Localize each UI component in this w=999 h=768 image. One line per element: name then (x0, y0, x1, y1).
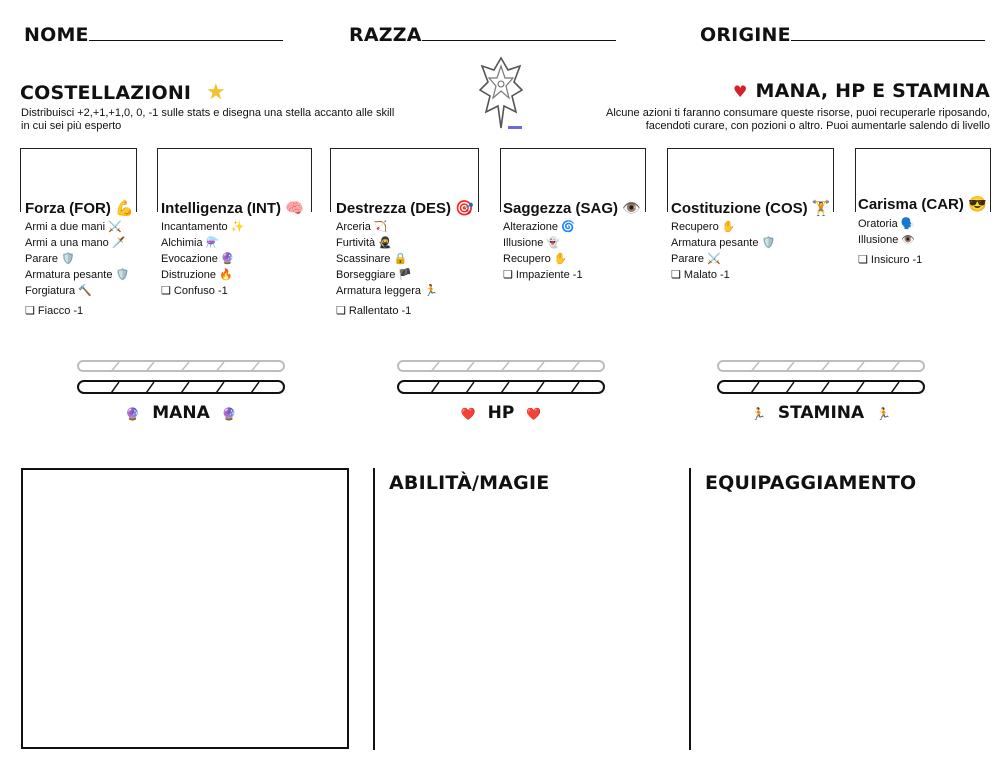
condition-checkbox[interactable]: ❏ Malato -1 (671, 269, 730, 281)
nome-line[interactable] (89, 40, 283, 41)
dragon-emblem-icon (478, 56, 524, 132)
skill-item: Armi a due mani ⚔️ (25, 221, 122, 233)
skill-item: Recupero ✋ (503, 253, 568, 265)
origine-field[interactable] (700, 24, 985, 46)
skills-for (25, 219, 129, 319)
stamina-label-group (717, 403, 925, 423)
abilita-title: ABILITÀ/MAGIE (389, 472, 550, 494)
skills-sag (503, 219, 583, 283)
stamina-bar-current[interactable] (717, 380, 925, 394)
mana-bar-current[interactable] (77, 380, 285, 394)
mana-bar-max[interactable] (77, 360, 285, 372)
skills-des (336, 219, 438, 319)
condition-checkbox[interactable]: ❏ Impaziente -1 (503, 269, 583, 281)
equip-title: EQUIPAGGIAMENTO (705, 472, 917, 494)
skill-item: Parare 🛡️ (25, 253, 75, 265)
skill-item: Armi a una mano 🗡️ (25, 237, 126, 249)
condition-checkbox[interactable]: ❏ Insicuro -1 (858, 254, 923, 266)
hp-label: HP (487, 403, 515, 423)
mana-orb-icon: 🔮 (125, 407, 141, 421)
razza-field[interactable] (349, 24, 616, 46)
skill-item: Armatura pesante 🛡️ (671, 237, 776, 249)
stat-title-sag: Saggezza (SAG) 👁️ (503, 200, 641, 217)
skills-int (161, 219, 244, 299)
stamina-bar-max[interactable] (717, 360, 925, 372)
skill-item: Alchimia ⚗️ (161, 237, 220, 249)
mana-label: MANA (152, 403, 210, 423)
hp-label-group (397, 403, 605, 423)
skill-item: Illusione 👻 (503, 237, 561, 249)
skill-item: Recupero ✋ (671, 221, 736, 233)
skill-item: Parare ⚔️ (671, 253, 721, 265)
costellazioni-desc: Distribuisci +2,+1,+1,0, 0, -1 sulle stats e disegna una stella accanto alle skill in cui sei più esperto (21, 107, 395, 132)
razza-line[interactable] (422, 40, 616, 41)
skill-item: Alterazione 🌀 (503, 221, 575, 233)
stat-title-des: Destrezza (DES) 🎯 (336, 200, 474, 217)
skill-item: Armatura leggera 🏃 (336, 285, 438, 297)
origine-line[interactable] (791, 40, 985, 41)
nome-field[interactable] (24, 24, 283, 46)
stat-title-cos: Costituzione (COS) 🏋️ (671, 200, 831, 217)
resources-heading (733, 80, 990, 102)
skills-car (858, 216, 922, 268)
origine-label: ORIGINE (700, 24, 791, 46)
stat-title-int: Intelligenza (INT) 🧠 (161, 200, 304, 217)
razza-label: RAZZA (349, 24, 422, 46)
skill-item: Arceria 🏹 (336, 221, 388, 233)
skill-item: Scassinare 🔒 (336, 253, 408, 265)
mana-orb-icon: 🔮 (221, 407, 237, 421)
skill-item: Armatura pesante 🛡️ (25, 269, 130, 281)
hp-bar-current[interactable] (397, 380, 605, 394)
stat-title-for: Forza (FOR) 💪 (25, 200, 134, 217)
skills-cos (671, 219, 775, 283)
skill-item: Furtività 🥷 (336, 237, 392, 249)
runner-icon: 🏃 (750, 407, 766, 421)
resources-desc: Alcune azioni ti faranno consumare queste risorse, puoi recuperarle riposando, facendoti curare, con pozioni o altro. Puoi aumentarle salendo di livello (606, 107, 990, 132)
stat-title-car: Carisma (CAR) 😎 (858, 196, 987, 213)
nome-label: NOME (24, 24, 89, 46)
heart-icon: ♥ (732, 82, 748, 101)
divider (373, 468, 375, 750)
resources-title: MANA, HP E STAMINA (755, 80, 990, 102)
stamina-label: STAMINA (777, 403, 865, 423)
condition-checkbox[interactable]: ❏ Fiacco -1 (25, 305, 84, 317)
heart-icon: ❤️ (526, 407, 542, 421)
condition-checkbox[interactable]: ❏ Confuso -1 (161, 285, 228, 297)
runner-icon: 🏃 (876, 407, 892, 421)
skill-item: Evocazione 🔮 (161, 253, 235, 265)
skill-item: Oratoria 🗣️ (858, 218, 915, 230)
heart-icon: ❤️ (460, 407, 476, 421)
skill-item: Illusione 👁️ (858, 234, 916, 246)
skill-item: Forgiatura 🔨 (25, 285, 92, 297)
skill-item: Incantamento ✨ (161, 221, 245, 233)
star-icon: ★ (206, 80, 226, 105)
hp-bar-max[interactable] (397, 360, 605, 372)
costellazioni-title: COSTELLAZIONI (20, 82, 192, 104)
divider (689, 468, 691, 750)
portrait-box[interactable] (21, 468, 349, 749)
costellazioni-heading (20, 80, 226, 105)
skill-item: Borseggiare 🏴 (336, 269, 413, 281)
condition-checkbox[interactable]: ❏ Rallentato -1 (336, 305, 412, 317)
mana-label-group (77, 403, 285, 423)
skill-item: Distruzione 🔥 (161, 269, 233, 281)
